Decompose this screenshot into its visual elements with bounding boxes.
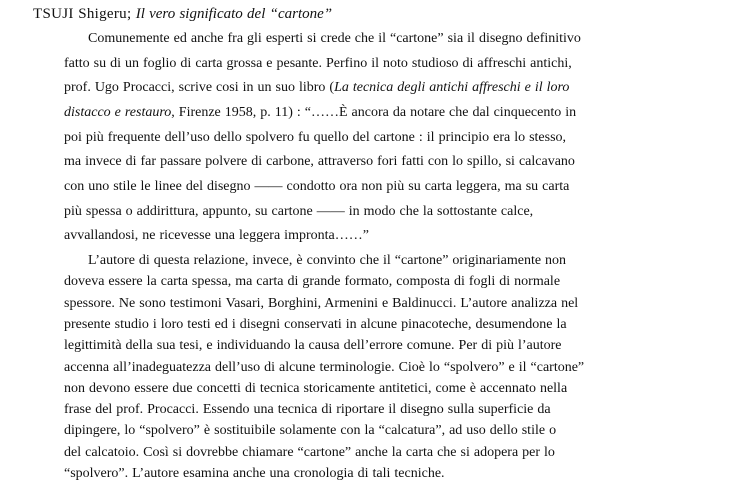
text-line: poi più frequente dell’uso dello spolvero fu quello del cartone : il principio era lo stesso,: [64, 129, 567, 145]
text-line: non devono essere due concetti di tecnica storicamente antitetici, come è accennato nella: [64, 380, 568, 396]
text-line: ma invece di far passare polvere di carbone, attraverso fori fatti con lo spillo, si calcavano: [64, 154, 575, 170]
text-line: doveva essere la carta spessa, ma carta di grande formato, composta di fogli di normale: [64, 274, 561, 290]
article-header: [33, 4, 733, 24]
text-line: avvallandosi, ne ricevesse una leggera impronta……”: [64, 228, 369, 244]
text-line: con uno stile le linee del disegno —— condotto ora non più su carta leggera, ma su carta: [64, 179, 570, 194]
book-title-part-2: distacco e restauro: [64, 105, 172, 120]
text-line: distacco e restauro, Firenze 1958, p. 11) : “……È ancora da notare che dal cinquecento in: [64, 105, 577, 120]
text-line: dipingere, lo “spolvero” è sostituibile solamente con la “calcatura”, ad uso dello stile o: [64, 423, 557, 439]
text-line: fatto su di un foglio di carta grossa e pesante. Perfino il noto studioso di affreschi antichi,: [64, 55, 572, 71]
article-title: Il vero significato del “cartone”: [135, 6, 333, 22]
text-line: legittimità della sua tesi, e individuando la causa dell’errore comune. Per di più l’autore: [64, 338, 562, 354]
text-line: L’autore di questa relazione, invece, è convinto che il “cartone” originariamente non: [88, 253, 567, 268]
text-line: presente studio i loro testi ed i disegni conservati in alcune pinacoteche, desumendone la: [64, 316, 567, 332]
text-line: Comunemente ed anche fra gli esperti si crede che il “cartone” sia il disegno definitivo: [88, 31, 581, 46]
text-line: prof. Ugo Procacci, scrive cosi in un suo libro (La tecnica degli antichi affreschi e il loro: [64, 80, 570, 96]
text-line: accenna all’inadeguatezza dell’uso di alcune terminologie. Cioè lo “spolvero” e il “cartone”: [64, 359, 585, 375]
text-line: spessore. Ne sono testimoni Vasari, Borghini, Armenini e Baldinucci. L’autore analizza nel: [64, 295, 579, 311]
text-line: “spolvero”. L’autore esamina anche una cronologia di tali tecniche.: [64, 466, 445, 481]
text-line: frase del prof. Procacci. Essendo una tecnica di riportare il disegno sulla superficie da: [64, 402, 551, 418]
text-line: del calcatoio. Così si dovrebbe chiamare “cartone” anche la carta che si adopera per lo: [64, 444, 555, 460]
article-author: TSUJI Shigeru;: [33, 6, 132, 22]
text-line: più spessa o addirittura, appunto, su cartone —— in modo che la sottostante calce,: [64, 203, 534, 219]
book-title-part-1: La tecnica degli antichi affreschi e il loro: [334, 80, 570, 96]
